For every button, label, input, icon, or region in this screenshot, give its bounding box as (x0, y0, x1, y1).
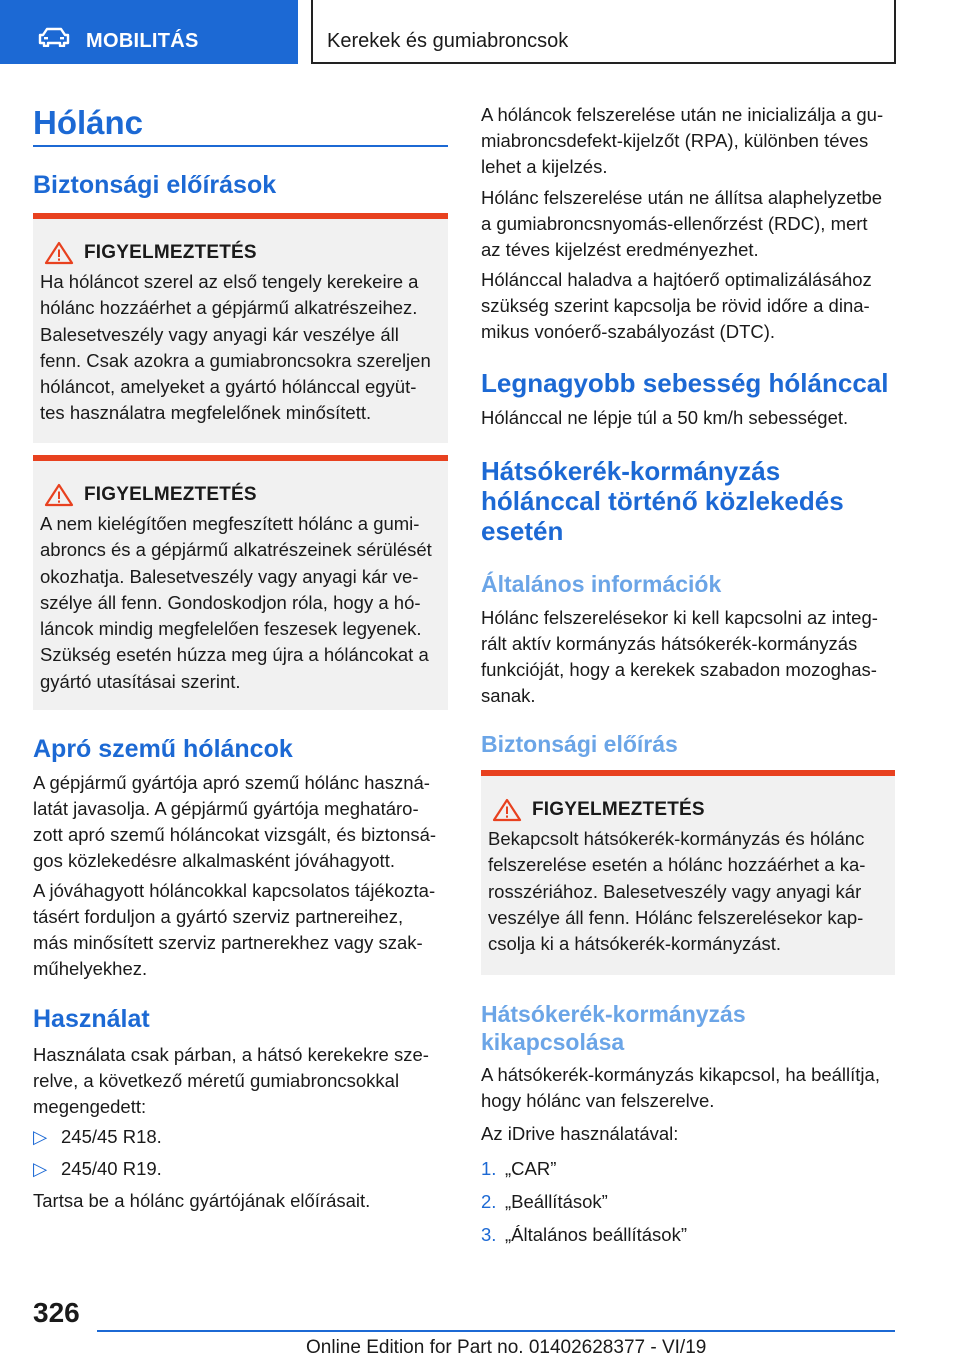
warning-text-line: szélye áll fenn. Gondoskodjon róla, hogy a hó- (40, 591, 421, 613)
text-line: Hólánc felszerelése után ne állítsa alaphelyzetbe (481, 187, 883, 208)
heading-rws-snowchain (481, 456, 844, 546)
text-line: lehet a kijelzés. (481, 156, 608, 177)
text-line: más minősített szerviz partnerekhez vagy szak- (33, 932, 423, 953)
heading-max-speed: Legnagyobb sebesség hólánccal (481, 368, 889, 398)
warning-text-line: hólánc hozzáérhet a gépjármű alkatrészeihez. (40, 297, 418, 319)
warning-box-2 (33, 455, 448, 710)
text-line: A jóváhagyott hóláncokkal kapcsolatos tájékozta- (33, 880, 436, 901)
page-number: 326 (33, 1297, 80, 1328)
text-line: szükség szerint kapcsolja be rövid időre a dina- (481, 295, 870, 316)
heading-line: Hátsókerék-kormányzás (481, 456, 781, 486)
page-title: Hólánc (33, 104, 144, 141)
warning-triangle-icon (44, 483, 74, 507)
rws-off-paragraph (481, 1062, 901, 1114)
text-line: a gumiabroncsnyomás-ellenőrzést (RDC), mert (481, 213, 868, 234)
text-line: műhelyekhez. (33, 958, 148, 979)
warning-text-line: felszerelése esetén a hólánc hozzáérhet a ka- (488, 854, 866, 876)
heading-general-info: Általános információk (481, 571, 722, 597)
text-line: Használata csak párban, a hátsó kerekekre sze- (33, 1044, 429, 1065)
heading-line: Hátsókerék-kormányzás (481, 1001, 746, 1027)
warning-text-line: okozhatja. Balesetveszély vagy anyagi kár ve- (40, 565, 419, 587)
text-line: Hólánc felszerelésekor ki kell kapcsolni az integ- (481, 607, 878, 628)
warning-text-line: Ha hóláncot szerel az első tengely kerekeire a (40, 271, 419, 292)
text-line: hogy hólánc van felszerelve. (481, 1090, 715, 1111)
header-section (311, 0, 896, 64)
heading-safety-rule: Biztonsági előírás (481, 731, 678, 757)
usage-paragraph (33, 1042, 453, 1120)
step-text: „Beállítások” (505, 1191, 608, 1212)
text-line: Hólánccal haladva a hajtóerő optimalizálásához (481, 269, 872, 290)
text-line: relve, a következő méretű gumiabroncsokkal (33, 1070, 400, 1091)
step-number: 2. (481, 1191, 497, 1212)
step-number: 3. (481, 1224, 497, 1245)
warning-text-line: gyártó utasításai szerint. (40, 670, 241, 692)
warning-box-3 (481, 770, 895, 975)
heading-line: esetén (481, 516, 564, 546)
text-line: gos közlekedésre alkalmasként jóváhagyott. (33, 850, 395, 871)
max-speed-text: Hólánccal ne lépje túl a 50 km/h sebességet. (481, 407, 849, 428)
heading-rws-off (481, 1000, 746, 1056)
warning-text-line: veszélye áll fenn. Hólánc felszerelésekor kap- (488, 906, 864, 928)
heading-usage: Használat (33, 1005, 150, 1033)
list-item-text: 245/45 R18. (61, 1126, 162, 1147)
text-line: megengedett: (33, 1096, 147, 1117)
footer-edition: Online Edition for Part no. 01402628377 - VI/19 (306, 1337, 707, 1358)
heading-line: hólánccal történő közlekedés (481, 486, 844, 516)
text-line: tásért forduljon a gyártó szerviz partnereihez, (33, 906, 404, 927)
warning-text-line: rosszériához. Balesetveszély vagy anyagi kár (488, 880, 862, 902)
footer-divider (97, 1330, 895, 1332)
step-number: 1. (481, 1158, 497, 1179)
warning-text-line: tes használatra megfelelőnek minősített. (40, 402, 372, 424)
heading-safety-rules: Biztonsági előírások (33, 171, 277, 199)
warning-text-line: láncok mindig megfelelően feszesek legyenek. (40, 618, 422, 640)
warning-title: FIGYELMEZTETÉS (532, 799, 705, 820)
header-tab-mobility[interactable] (0, 0, 298, 64)
step-text: „Általános beállítások” (505, 1224, 688, 1245)
warning-text-line: fenn. Csak azokra a gumiabroncsokra szereljen (40, 349, 431, 371)
triangle-bullet-icon: ▷ (33, 1126, 48, 1147)
rpa-paragraph (481, 102, 901, 180)
rdc-paragraph (481, 185, 901, 263)
text-line: sanak. (481, 685, 536, 706)
car-icon (38, 27, 70, 47)
warning-triangle-icon (492, 798, 522, 822)
fine-mesh-paragraph-1 (33, 770, 453, 874)
list-item-text: 245/40 R19. (61, 1158, 162, 1179)
text-line: zott apró szemű hóláncokat vizsgált, és biztonsá- (33, 824, 437, 845)
list-item (33, 1156, 162, 1182)
step-item (481, 1222, 687, 1248)
warning-text-line: Bekapcsolt hátsókerék-kormányzás és hólánc (488, 828, 865, 849)
text-line: A gépjármű gyártója apró szemű hólánc haszná- (33, 772, 430, 793)
text-line: miabroncsdefekt-kijelzőt (RPA), különben téves (481, 130, 869, 151)
warning-text-line: abroncs és a gépjármű alkatrészeinek sérülését (40, 539, 432, 561)
dtc-paragraph (481, 267, 901, 345)
warning-text-line: Balesetveszély vagy anyagi kár veszélye áll (40, 323, 399, 345)
warning-text-line: csolja ki a hátsókerék-kormányzást. (488, 933, 782, 955)
list-item (33, 1124, 162, 1150)
heading-fine-mesh: Apró szemű hóláncok (33, 735, 293, 763)
warning-text-line: hóláncot, amelyeket a gyártó hólánccal együt- (40, 376, 417, 398)
warning-title: FIGYELMEZTETÉS (84, 242, 257, 263)
text-line: A hóláncok felszerelése után ne inicializálja a gu- (481, 104, 884, 125)
warning-title: FIGYELMEZTETÉS (84, 484, 257, 505)
triangle-bullet-icon: ▷ (33, 1158, 48, 1179)
warning-text-line: A nem kielégítően megfeszített hólánc a gumi- (40, 513, 420, 534)
header-section-label: Kerekek és gumiabroncsok (327, 30, 569, 52)
text-line: rált aktív kormányzás hátsókerék-kormányzás (481, 633, 858, 654)
heading-line: kikapcsolása (481, 1029, 625, 1055)
step-item (481, 1189, 608, 1215)
warning-box-1 (33, 213, 448, 443)
text-line: A hátsókerék-kormányzás kikapcsol, ha beállítja, (481, 1064, 880, 1085)
title-divider (33, 145, 448, 147)
step-item (481, 1156, 556, 1182)
fine-mesh-paragraph-2 (33, 878, 453, 982)
text-line: latát javasolja. A gépjármű gyártója meghatáro- (33, 798, 419, 819)
text-line: az téves kijelzést eredményezhet. (481, 239, 759, 260)
general-info-paragraph (481, 605, 901, 709)
header-tab-label: MOBILITÁS (86, 30, 199, 52)
step-text: „CAR” (505, 1158, 557, 1179)
text-line: mikus vonóerő-szabályozást (DTC). (481, 321, 776, 342)
idrive-intro-text: Az iDrive használatával: (481, 1123, 679, 1144)
usage-closing-text: Tartsa be a hólánc gyártójának előírásait. (33, 1190, 371, 1211)
text-line: funkcióját, hogy a kerekek szabadon mozoghas- (481, 659, 877, 680)
warning-text-line: Szükség esetén húzza meg újra a hóláncokat a (40, 644, 429, 666)
warning-triangle-icon (44, 241, 74, 265)
